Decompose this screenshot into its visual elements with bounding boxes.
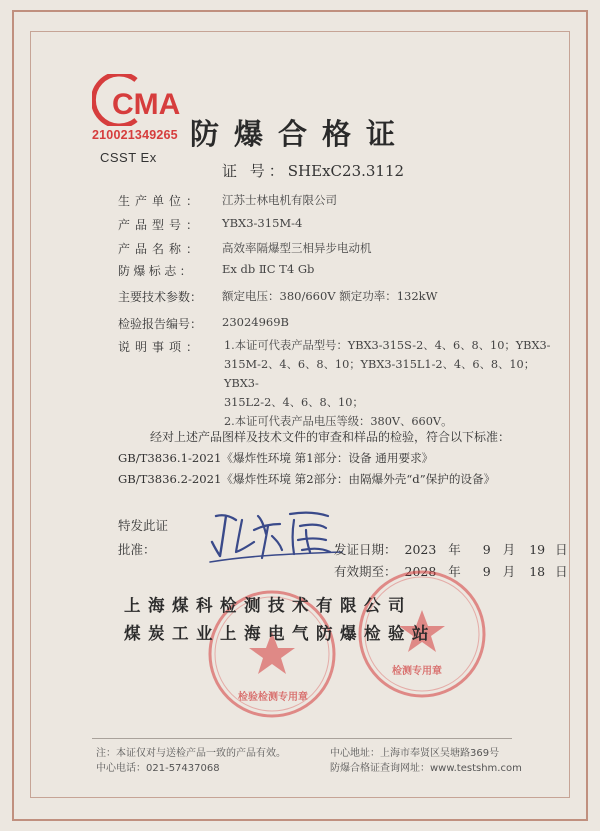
issue-date-label: 发证日期： — [334, 542, 397, 557]
left-seal-label: 检验检测专用章 — [238, 692, 308, 703]
special-issue-label: 特发此证 — [118, 518, 169, 533]
expiry-day: 18 — [529, 564, 546, 579]
conformity-statement: 经对上述产品图样及技术文件的审查和样品的检验，符合以下标准： — [150, 430, 511, 444]
footer-address: 中心地址：上海市奉贤区吴塘路369号 — [330, 748, 500, 759]
right-seal-label: 检测专用章 — [392, 666, 442, 677]
field-value: 额定电压：380/660V 额定功率：132kW — [222, 289, 438, 303]
note-line: 1.本证可代表产品型号：YBX3-315S-2、4、6、8、10；YBX3- — [224, 339, 551, 352]
standard-line: GB/T3836.1-2021《爆炸性环境 第1部分：设备 通用要求》 — [118, 451, 434, 465]
certificate-number — [222, 160, 404, 181]
note-line: 2.本证可代表产品电压等级：380V、660V。 — [224, 415, 453, 428]
handwritten-signature — [206, 506, 346, 568]
cma-mark: CMA — [112, 88, 181, 121]
field-value: 23024969B — [222, 315, 289, 329]
field-key: 产品型号： — [118, 218, 204, 232]
field-row — [118, 240, 538, 256]
field-key: 生产单位： — [118, 194, 204, 208]
footer-note: 注：本证仅对与送检产品一致的产品有效。 — [96, 748, 286, 759]
issuing-organization: 上海煤科检测技术有限公司 — [124, 596, 412, 615]
issue-month-unit: 月 — [502, 542, 516, 557]
issue-day: 19 — [529, 542, 546, 557]
issue-year: 2023 — [404, 542, 437, 557]
field-row — [118, 315, 538, 331]
expiry-year: 2028 — [404, 564, 437, 579]
issue-date — [334, 540, 568, 558]
field-key: 防爆标志： — [118, 264, 196, 278]
footer-query-url: 防爆合格证查询网址：www.testshm.com — [330, 763, 522, 774]
footer-divider — [92, 738, 512, 739]
field-value: Ex db ⅡC T4 Gb — [222, 262, 315, 276]
expiry-day-unit: 日 — [555, 564, 568, 579]
footer-phone: 中心电话：021-57437068 — [96, 763, 220, 774]
page-title: 防爆合格证 — [190, 117, 411, 151]
field-key: 说明事项： — [118, 340, 204, 354]
issue-year-unit: 年 — [448, 542, 461, 557]
field-value: YBX3-315M-4 — [222, 216, 303, 230]
field-key: 主要技术参数： — [118, 290, 203, 304]
cert-no-value: SHExC23.3112 — [287, 162, 405, 180]
field-row — [118, 288, 538, 304]
field-key: 产品名称： — [118, 242, 204, 256]
field-row — [118, 216, 538, 232]
field-value: 江苏士林电机有限公司 — [222, 193, 337, 207]
note-line: 315M-2、4、6、8、10；YBX3-315L1-2、4、6、8、10；YBX3- — [224, 358, 536, 390]
testing-station: 煤炭工业上海电气防爆检验站 — [124, 624, 436, 643]
approval-label: 批准： — [118, 542, 156, 557]
expiry-month-unit: 月 — [502, 564, 516, 579]
field-value: 高效率隔爆型三相异步电动机 — [222, 241, 372, 255]
field-key: 检验报告编号： — [118, 317, 203, 331]
note-line: 315L2-2、4、6、8、10； — [224, 396, 364, 409]
standard-line: GB/T3836.2-2021《爆炸性环境 第2部分：由隔爆外壳“d”保护的设备》 — [118, 472, 496, 486]
field-row — [118, 262, 538, 278]
cma-logo — [92, 74, 190, 126]
expiry-year-unit: 年 — [448, 564, 461, 579]
cert-no-label: 证 号： — [222, 162, 288, 180]
expiry-date-label: 有效期至： — [334, 564, 397, 579]
issue-month: 9 — [482, 542, 491, 557]
issue-day-unit: 日 — [555, 542, 568, 557]
csst-ex-label: CSST Ex — [100, 150, 157, 165]
expiry-month: 9 — [482, 564, 491, 579]
field-row — [118, 192, 538, 208]
notes-list — [224, 336, 559, 431]
cma-code: 210021349265 — [92, 128, 178, 142]
